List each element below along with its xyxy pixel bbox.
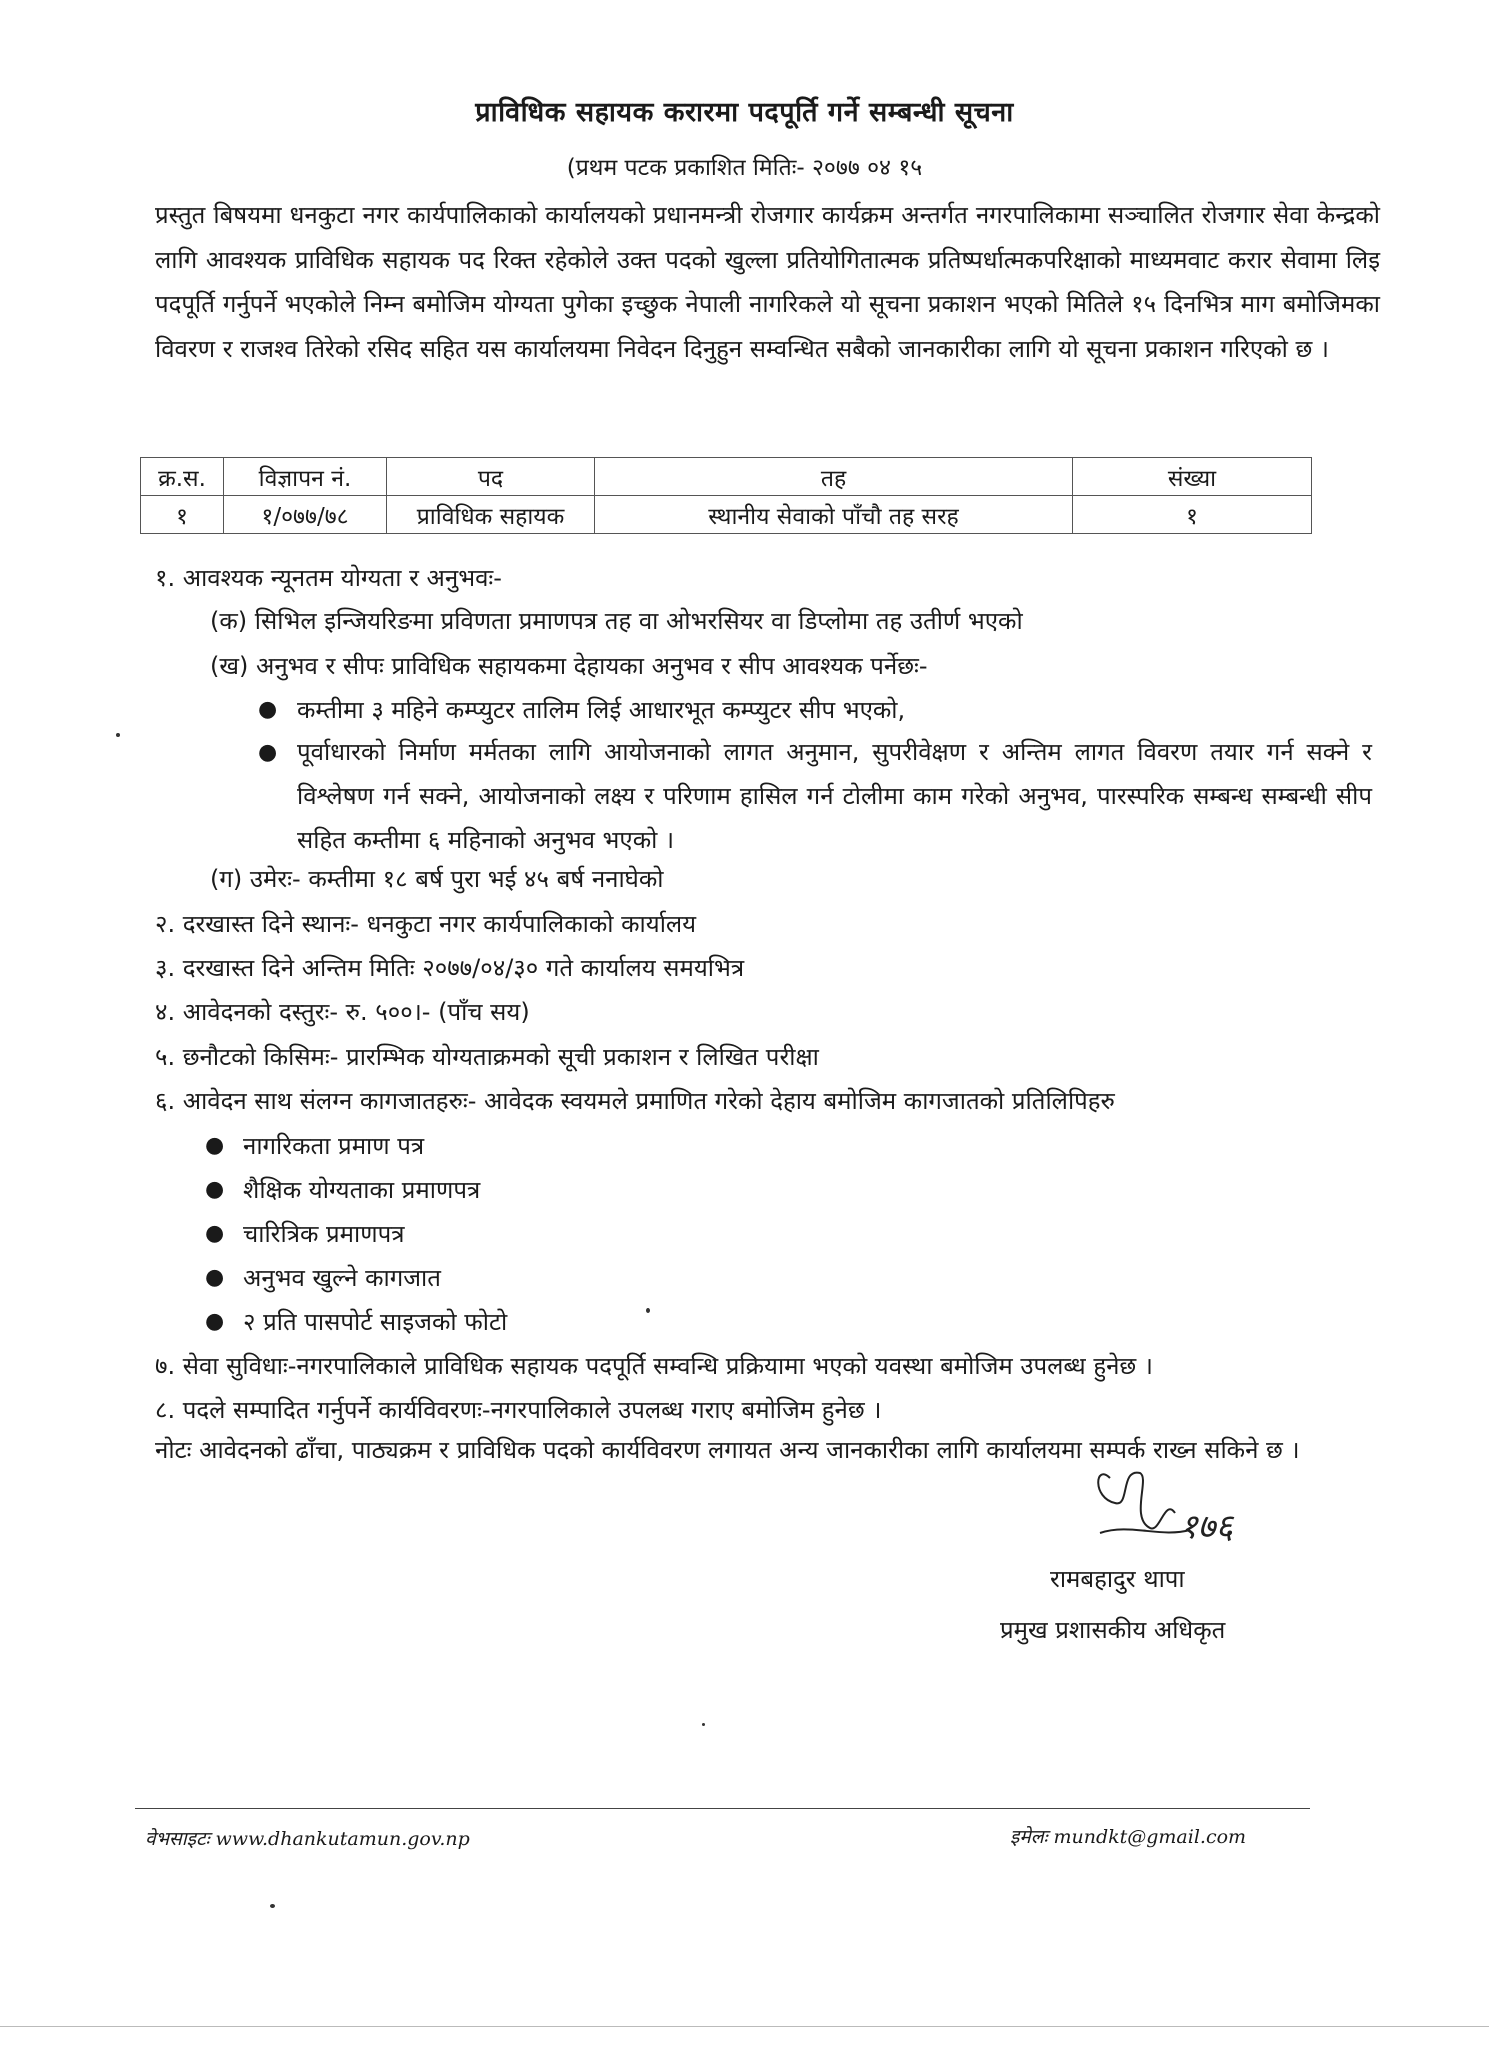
bullet-icon: ● xyxy=(205,1221,225,1246)
col-serial: क्र.स. xyxy=(141,458,224,496)
bullet-icon: ● xyxy=(205,1309,225,1334)
footer-divider xyxy=(135,1808,1310,1809)
doc-item-4: अनुभव खुल्ने कागजात xyxy=(243,1264,441,1292)
section-5: ५. छनौटको किसिमः- प्रारम्भिक योग्यताक्रमको सूची प्रकाशन र लिखित परीक्षा xyxy=(155,1043,819,1071)
signatory-name: रामबहादुर थापा xyxy=(1050,1565,1185,1593)
signature-text: १७६ xyxy=(1180,1507,1234,1547)
scan-speck xyxy=(646,1308,650,1313)
cell-ad-number: १/०७७/७८ xyxy=(224,496,387,534)
cell-serial: १ xyxy=(141,496,224,534)
col-post: पद xyxy=(387,458,595,496)
table-header-row xyxy=(141,458,1312,496)
kha-bullet-2: पूर्वाधारको निर्माण मर्मतका लागि आयोजनाको लागत अनुमान, सुपरीवेक्षण र अन्तिम लागत विवरण तयार गर्न सक्ने र विश्लेषण गर्न सक्ने, आयोजनाको लक्ष्य र परिणाम हासिल गर्न टोलीमा काम गरेको अनुभव, पारस्परिक सम्बन्ध सम्बन्धी सीप सहित कम्तीमा ६ महिनाको अनुभव भएको । xyxy=(297,738,1372,854)
scan-speck xyxy=(116,733,120,737)
table-row xyxy=(141,496,1312,534)
bullet-icon: ● xyxy=(258,697,278,722)
scan-speck xyxy=(702,1723,705,1726)
col-count: संख्या xyxy=(1073,458,1312,496)
cell-count: १ xyxy=(1073,496,1312,534)
section-7: ७. सेवा सुविधाः-नगरपालिकाले प्राविधिक सहायक पदपूर्ति सम्वन्धि प्रक्रियामा भएको यवस्था बमोजिम उपलब्ध हुनेछ । xyxy=(155,1352,1153,1380)
published-date: (प्रथम पटक प्रकाशित मितिः- २०७७ ०४ १५ xyxy=(566,155,923,181)
doc-item-1: नागरिकता प्रमाण पत्र xyxy=(243,1132,425,1160)
intro-paragraph: प्रस्तुत बिषयमा धनकुटा नगर कार्यपालिकाको कार्यालयको प्रधानमन्त्री रोजगार कार्यक्रम अन्तर्गत नगरपालिकामा सञ्चालित रोजगार सेवा केन्द्रको लागि आवश्यक प्राविधिक सहायक पद रिक्त रहेकोले उक्त पदको खुल्ला प्रतियोगितात्मक प्रतिष्पर्धात्मकपरिक्षाको माध्यमवाट करार सेवामा लिइ पदपूर्ति गर्नुपर्ने भएकोले निम्न बमोजिम योग्यता पुगेका इच्छुक नेपाली नागरिकले यो सूचना प्रकाशन भएको मितिले १५ दिनभित्र माग बमोजिमका विवरण र राजश्व तिरेको रसिद सहित यस कार्यालयमा निवेदन दिनुहुन सम्वन्धित सबैको जानकारीका लागि यो सूचना प्रकाशन गरिएको छ । xyxy=(155,201,1380,363)
section-1-kha: (ख) अनुभव र सीपः प्राविधिक सहायकमा देहायका अनुभव र सीप आवश्यक पर्नेछः- xyxy=(210,652,928,680)
scan-edge-line xyxy=(0,2026,1489,2027)
section-8: ८. पदले सम्पादित गर्नुपर्ने कार्यविवरणः-नगरपालिकाले उपलब्ध गराए बमोजिम हुनेछ । xyxy=(155,1396,882,1424)
footer-website: वेभसाइटः www.dhankutamun.gov.np xyxy=(145,1828,470,1850)
cell-post: प्राविधिक सहायक xyxy=(387,496,595,534)
doc-item-5: २ प्रति पासपोर्ट साइजको फोटो xyxy=(243,1308,508,1336)
bullet-icon: ● xyxy=(258,740,278,765)
bullet-icon: ● xyxy=(205,1265,225,1290)
signatory-designation: प्रमुख प्रशासकीय अधिकृत xyxy=(1000,1616,1226,1644)
signature-scrawl xyxy=(1090,1458,1290,1568)
section-1-heading: १. आवश्यक न्यूनतम योग्यता र अनुभवः- xyxy=(155,564,502,592)
footer-email: इमेलः mundkt@gmail.com xyxy=(1010,1826,1247,1848)
note-paragraph: नोटः आवेदनको ढाँचा, पाठ्यक्रम र प्राविधिक पदको कार्यविवरण लगायत अन्य जानकारीका लागि कार्यालयमा सम्पर्क राख्न सकिने छ । xyxy=(155,1436,1300,1464)
col-ad-number: विज्ञापन नं. xyxy=(224,458,387,496)
section-2: २. दरखास्त दिने स्थानः- धनकुटा नगर कार्यपालिकाको कार्यालय xyxy=(155,910,697,938)
bullet-icon: ● xyxy=(205,1177,225,1202)
doc-item-3: चारित्रिक प्रमाणपत्र xyxy=(243,1220,405,1248)
section-6: ६. आवेदन साथ संलग्न कागजातहरुः- आवेदक स्वयमले प्रमाणित गरेको देहाय बमोजिम कागजातको प्रतिलिपिहरु xyxy=(155,1087,1115,1115)
doc-item-2: शैक्षिक योग्यताका प्रमाणपत्र xyxy=(243,1176,481,1204)
bullet-icon: ● xyxy=(205,1133,225,1158)
section-1-ka: (क) सिभिल इन्जियरिङमा प्रविणता प्रमाणपत्र तह वा ओभरसियर वा डिप्लोमा तह उतीर्ण भएको xyxy=(210,607,1023,635)
notice-title: प्राविधिक सहायक करारमा पदपूर्ति गर्ने सम्बन्धी सूचना xyxy=(475,97,1014,128)
scan-speck xyxy=(270,1904,275,1908)
col-level: तह xyxy=(595,458,1073,496)
vacancy-table xyxy=(140,457,1312,534)
section-4: ४. आवेदनको दस्तुरः- रु. ५००।- (पाँच सय) xyxy=(155,998,530,1026)
kha-bullet-1: कम्तीमा ३ महिने कम्प्युटर तालिम लिई आधारभूत कम्प्युटर सीप भएको, xyxy=(297,696,906,724)
section-3: ३. दरखास्त दिने अन्तिम मितिः २०७७/०४/३० गते कार्यालय समयभित्र xyxy=(155,954,745,982)
cell-level: स्थानीय सेवाको पाँचौ तह सरह xyxy=(595,496,1073,534)
section-1-ga: (ग) उमेरः- कम्तीमा १८ बर्ष पुरा भई ४५ बर्ष ननाघेको xyxy=(210,865,664,893)
